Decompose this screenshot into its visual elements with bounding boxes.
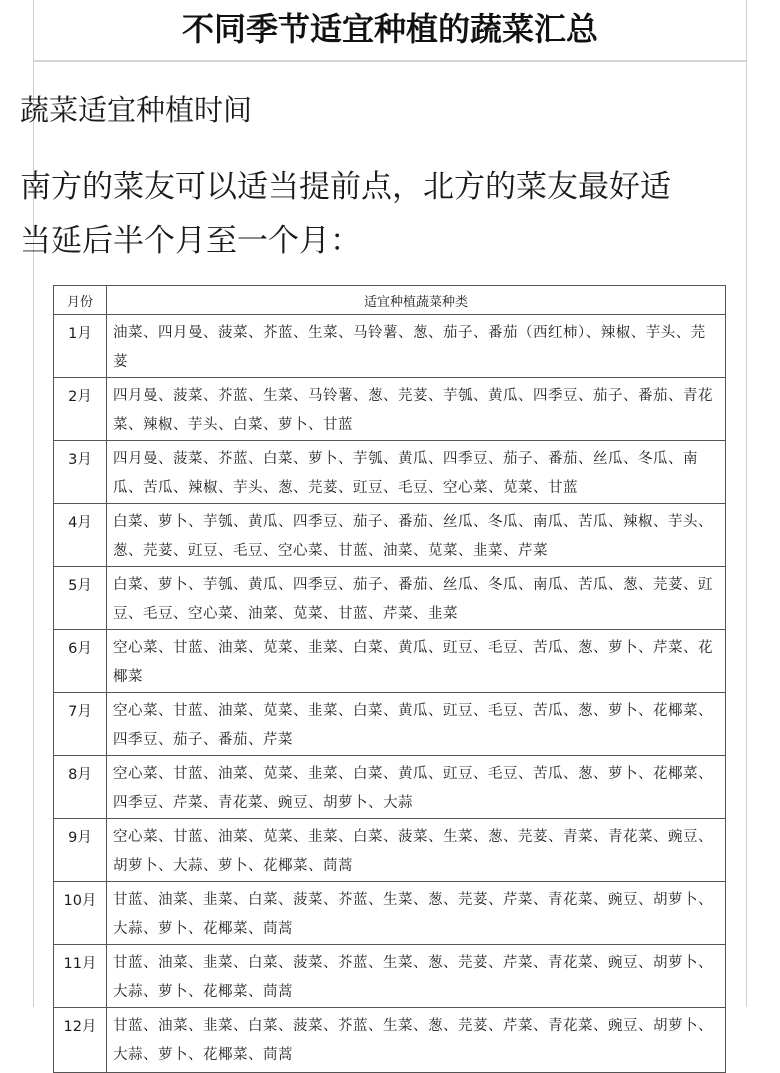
header-vegetables: 适宜种植蔬菜种类 xyxy=(107,286,726,315)
table-row xyxy=(54,567,726,630)
month-cell: 12月 xyxy=(54,1008,107,1073)
section-subtitle: 蔬菜适宜种植时间 xyxy=(20,93,253,127)
vegetables-cell: 空心菜、甘蓝、油菜、苋菜、韭菜、白菜、菠菜、生菜、葱、芫荽、青菜、青花菜、豌豆、胡萝卜、大蒜、萝卜、花椰菜、茼蒿 xyxy=(107,819,726,882)
month-cell: 7月 xyxy=(54,693,107,756)
vegetables-cell: 油菜、四月曼、菠菜、芥蓝、生菜、马铃薯、葱、茄子、番茄（西红柿）、辣椒、芋头、芫荽 xyxy=(107,315,726,378)
table-row xyxy=(54,441,726,504)
vegetables-cell: 白菜、萝卜、芋瓠、黄瓜、四季豆、茄子、番茄、丝瓜、冬瓜、南瓜、苦瓜、葱、芫荽、豇豆、毛豆、空心菜、油菜、苋菜、甘蓝、芹菜、韭菜 xyxy=(107,567,726,630)
vegetables-cell: 甘蓝、油菜、韭菜、白菜、菠菜、芥蓝、生菜、葱、芫荽、芹菜、青花菜、豌豆、胡萝卜、大蒜、萝卜、花椰菜、茼蒿 xyxy=(107,882,726,945)
planting-table xyxy=(53,285,726,1073)
vegetables-cell: 甘蓝、油菜、韭菜、白菜、菠菜、芥蓝、生菜、葱、芫荽、芹菜、青花菜、豌豆、胡萝卜、大蒜、萝卜、花椰菜、茼蒿 xyxy=(107,1008,726,1073)
table-row xyxy=(54,1008,726,1073)
vegetables-cell: 甘蓝、油菜、韭菜、白菜、菠菜、芥蓝、生菜、葱、芫荽、芹菜、青花菜、豌豆、胡萝卜、大蒜、萝卜、花椰菜、茼蒿 xyxy=(107,945,726,1008)
table-row xyxy=(54,630,726,693)
month-cell: 6月 xyxy=(54,630,107,693)
table-row xyxy=(54,819,726,882)
month-cell: 10月 xyxy=(54,882,107,945)
intro-paragraph: 南方的菜友可以适当提前点，北方的菜友最好适当延后半个月至一个月： xyxy=(20,169,671,259)
page-title: 不同季节适宜种植的蔬菜汇总 xyxy=(34,0,746,62)
table-row xyxy=(54,882,726,945)
table-row xyxy=(54,945,726,1008)
month-cell: 1月 xyxy=(54,315,107,378)
month-cell: 3月 xyxy=(54,441,107,504)
table-row xyxy=(54,693,726,756)
vegetables-cell: 白菜、萝卜、芋瓠、黄瓜、四季豆、茄子、番茄、丝瓜、冬瓜、南瓜、苦瓜、辣椒、芋头、葱、芫荽、豇豆、毛豆、空心菜、甘蓝、油菜、苋菜、韭菜、芹菜 xyxy=(107,504,726,567)
month-cell: 11月 xyxy=(54,945,107,1008)
vegetables-cell: 空心菜、甘蓝、油菜、苋菜、韭菜、白菜、黄瓜、豇豆、毛豆、苦瓜、葱、萝卜、花椰菜、四季豆、芹菜、青花菜、豌豆、胡萝卜、大蒜 xyxy=(107,756,726,819)
table-row xyxy=(54,756,726,819)
table-row xyxy=(54,378,726,441)
vegetables-cell: 空心菜、甘蓝、油菜、苋菜、韭菜、白菜、黄瓜、豇豆、毛豆、苦瓜、葱、萝卜、芹菜、花椰菜 xyxy=(107,630,726,693)
vegetables-cell: 四月曼、菠菜、芥蓝、生菜、马铃薯、葱、芫荽、芋瓠、黄瓜、四季豆、茄子、番茄、青花菜、辣椒、芋头、白菜、萝卜、甘蓝 xyxy=(107,378,726,441)
table-row xyxy=(54,315,726,378)
table-row xyxy=(54,504,726,567)
month-cell: 2月 xyxy=(54,378,107,441)
month-cell: 9月 xyxy=(54,819,107,882)
vegetables-cell: 四月曼、菠菜、芥蓝、白菜、萝卜、芋瓠、黄瓜、四季豆、茄子、番茄、丝瓜、冬瓜、南瓜、苦瓜、辣椒、芋头、葱、芫荽、豇豆、毛豆、空心菜、苋菜、甘蓝 xyxy=(107,441,726,504)
month-cell: 4月 xyxy=(54,504,107,567)
month-cell: 5月 xyxy=(54,567,107,630)
table-header-row xyxy=(54,286,726,315)
month-cell: 8月 xyxy=(54,756,107,819)
header-month: 月份 xyxy=(54,286,107,315)
vegetables-cell: 空心菜、甘蓝、油菜、苋菜、韭菜、白菜、黄瓜、豇豆、毛豆、苦瓜、葱、萝卜、花椰菜、四季豆、茄子、番茄、芹菜 xyxy=(107,693,726,756)
